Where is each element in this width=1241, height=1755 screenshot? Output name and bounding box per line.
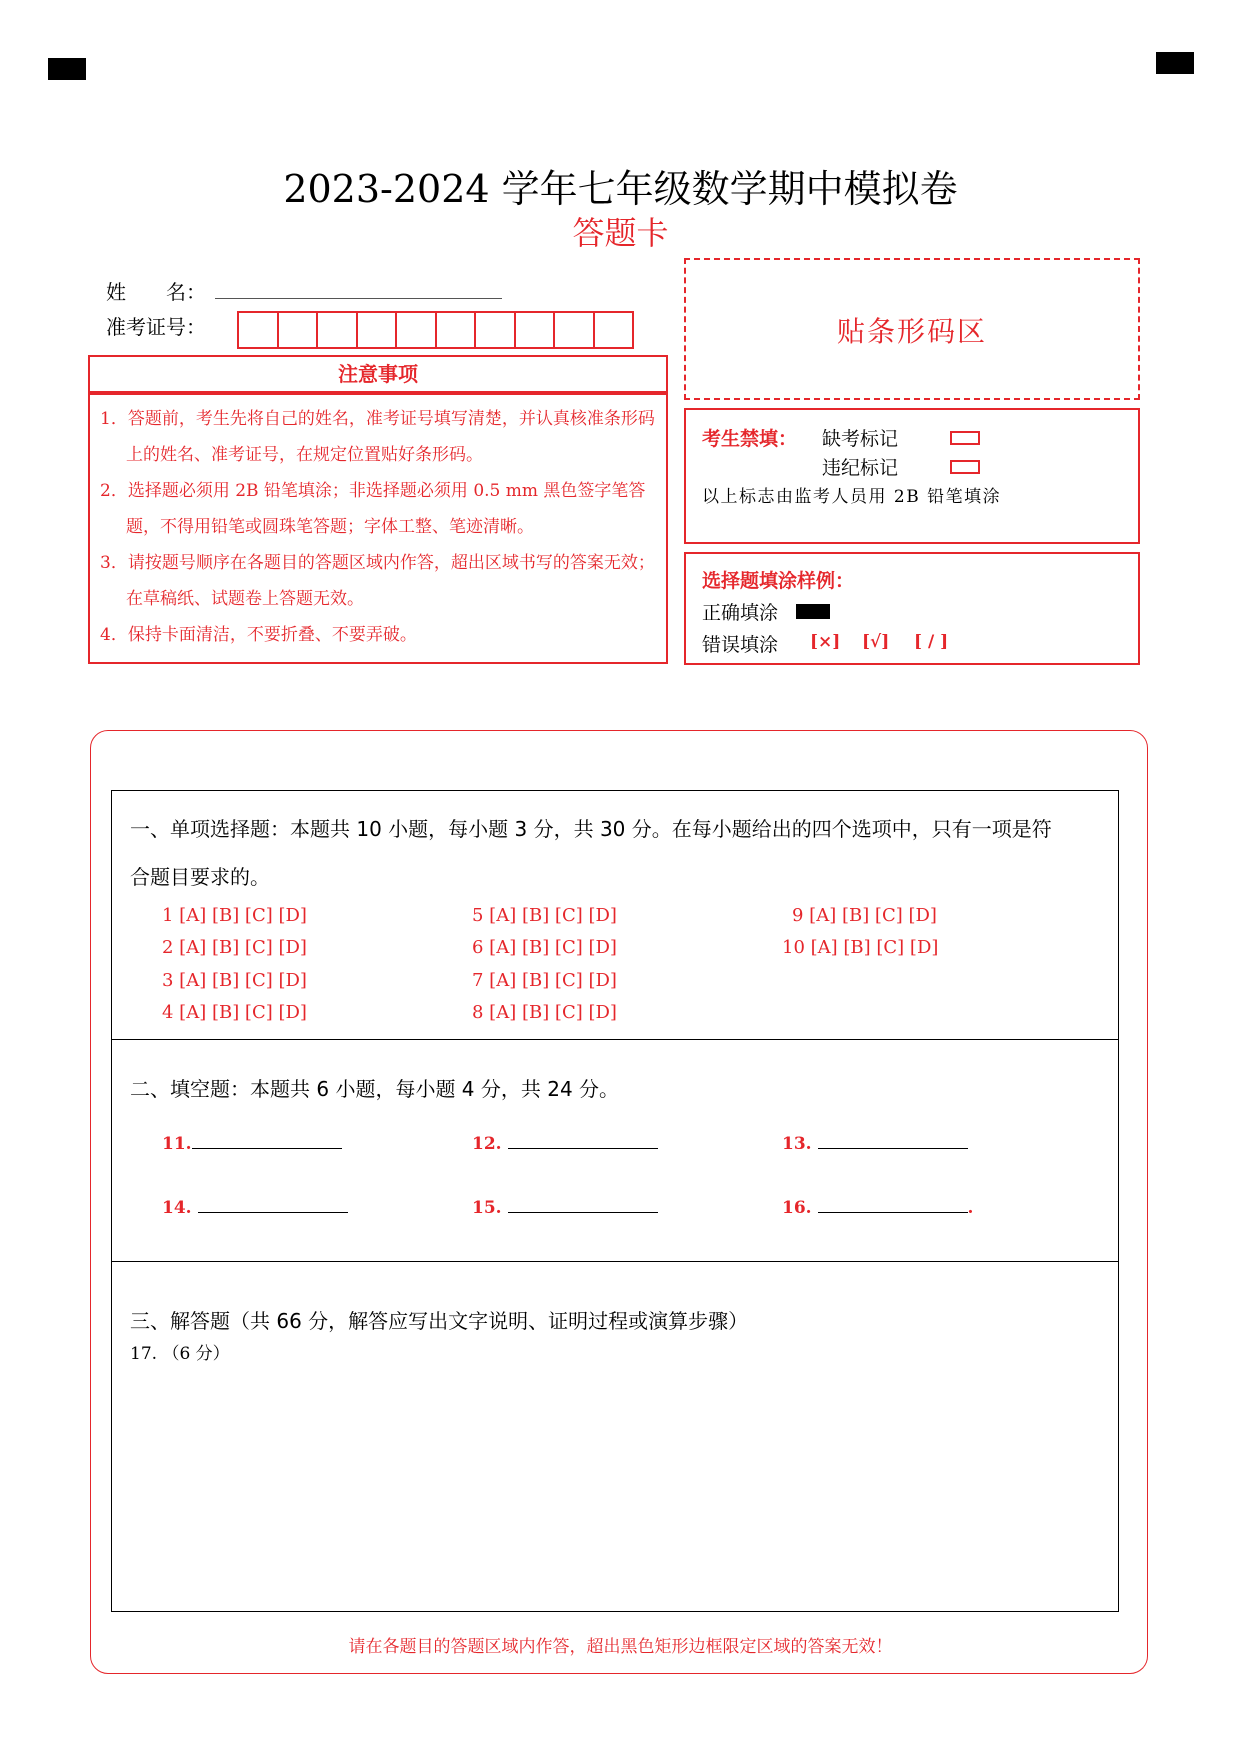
choice-question-7[interactable]: 7 [A] [B] [C] [D] [472, 970, 617, 991]
absent-label: 缺考标记 [822, 428, 899, 450]
section-divider [112, 1039, 1118, 1040]
notice-item: 3．请按题号顺序在各题目的答题区域内作答，超出区域书写的答案无效；在草稿纸、试题卷上答题无效。 [100, 553, 655, 609]
forbid-note: 以上标志由监考人员用 2B 铅笔填涂 [702, 487, 1002, 507]
section1-heading: 一、单项选择题：本题共 10 小题，每小题 3 分，共 30 分。在每小题给出的四个选项中，只有一项是符 [130, 817, 1052, 841]
name-field[interactable] [215, 297, 502, 299]
blank-number: 15. [472, 1198, 502, 1218]
choice-question-4[interactable]: 4 [A] [B] [C] [D] [162, 1002, 307, 1023]
blank-number: 12. [472, 1134, 502, 1154]
answer-area [111, 790, 1119, 1612]
forbid-label: 考生禁填： [702, 428, 798, 450]
blank-end-mark: . [967, 1198, 974, 1218]
blank-number: 13. [782, 1134, 812, 1154]
notice-title: 注意事项 [88, 355, 668, 393]
question-17-label: 17. （6 分） [130, 1344, 230, 1364]
examinee-forbidden-box [684, 408, 1140, 544]
choice-question-10[interactable]: 10 [A] [B] [C] [D] [782, 937, 939, 958]
notice-body [88, 393, 668, 664]
choice-question-5[interactable]: 5 [A] [B] [C] [D] [472, 905, 617, 926]
section3-heading: 三、解答题（共 66 分，解答应写出文字说明、证明过程或演算步骤） [130, 1309, 749, 1333]
name-label: 姓 名： [106, 280, 206, 304]
notice-item: 4．保持卡面清洁，不要折叠、不要弄破。 [100, 625, 417, 645]
choice-question-3[interactable]: 3 [A] [B] [C] [D] [162, 970, 307, 991]
blank-number: 11. [162, 1134, 192, 1154]
blank-number: 14. [162, 1198, 192, 1218]
question-17-answer-space[interactable] [130, 1371, 1090, 1591]
id-digit-box[interactable] [356, 311, 398, 349]
page-title: 2023-2024 学年七年级数学期中模拟卷 [283, 167, 958, 211]
correct-fill-label: 正确填涂 [702, 602, 779, 624]
choice-question-9[interactable]: 9 [A] [B] [C] [D] [792, 905, 937, 926]
id-digit-box[interactable] [395, 311, 437, 349]
choice-question-6[interactable]: 6 [A] [B] [C] [D] [472, 937, 617, 958]
violation-mark-box[interactable] [950, 456, 980, 475]
blank-16[interactable] [782, 1195, 973, 1218]
wrong-fill-label: 错误填涂 [702, 634, 779, 656]
page-subtitle: 答题卡 [572, 214, 669, 252]
footer-warning: 请在各题目的答题区域内作答，超出黑色矩形边框限定区域的答案无效！ [348, 1637, 893, 1657]
absent-mark-box[interactable] [950, 427, 980, 446]
id-digit-box[interactable] [237, 311, 279, 349]
choice-question-2[interactable]: 2 [A] [B] [C] [D] [162, 937, 307, 958]
choice-question-8[interactable]: 8 [A] [B] [C] [D] [472, 1002, 617, 1023]
wrong-fill-mark: [ / ] [914, 632, 949, 652]
id-digit-box[interactable] [474, 311, 516, 349]
notice-item: 2．选择题必须用 2B 铅笔填涂；非选择题必须用 0.5 mm 黑色签字笔答题，不得用铅笔或圆珠笔答题；字体工整、笔迹清晰。 [100, 481, 646, 537]
correct-fill-example [796, 604, 830, 619]
blank-11[interactable] [162, 1131, 342, 1154]
blank-number: 16. [782, 1198, 812, 1218]
fill-sample-box [684, 552, 1140, 665]
wrong-fill-mark: [×] [810, 632, 841, 652]
id-label: 准考证号： [106, 315, 206, 339]
barcode-area [684, 258, 1140, 400]
registration-mark-right [1156, 52, 1194, 74]
blank-14[interactable] [162, 1195, 348, 1218]
id-digit-box[interactable] [435, 311, 477, 349]
notice-item: 1．答题前，考生先将自己的姓名，准考证号填写清楚，并认真核准条形码上的姓名、准考证号，在规定位置贴好条形码。 [100, 409, 655, 465]
section2-heading: 二、填空题：本题共 6 小题，每小题 4 分，共 24 分。 [130, 1077, 620, 1101]
blank-15[interactable] [472, 1195, 658, 1218]
id-digit-box[interactable] [593, 311, 635, 349]
registration-mark-left [48, 58, 86, 80]
id-digit-box[interactable] [514, 311, 556, 349]
choice-question-1[interactable]: 1 [A] [B] [C] [D] [162, 905, 307, 926]
id-digit-box[interactable] [277, 311, 319, 349]
barcode-label: 贴条形码区 [836, 315, 987, 348]
section1-heading-cont: 合题目要求的。 [130, 865, 270, 889]
wrong-fill-mark: [√] [862, 632, 890, 652]
blank-12[interactable] [472, 1131, 658, 1154]
section-divider [112, 1261, 1118, 1262]
id-number-boxes[interactable] [237, 311, 632, 349]
sample-title: 选择题填涂样例： [702, 570, 855, 592]
id-digit-box[interactable] [316, 311, 358, 349]
blank-13[interactable] [782, 1131, 968, 1154]
id-digit-box[interactable] [553, 311, 595, 349]
violation-label: 违纪标记 [822, 457, 899, 479]
